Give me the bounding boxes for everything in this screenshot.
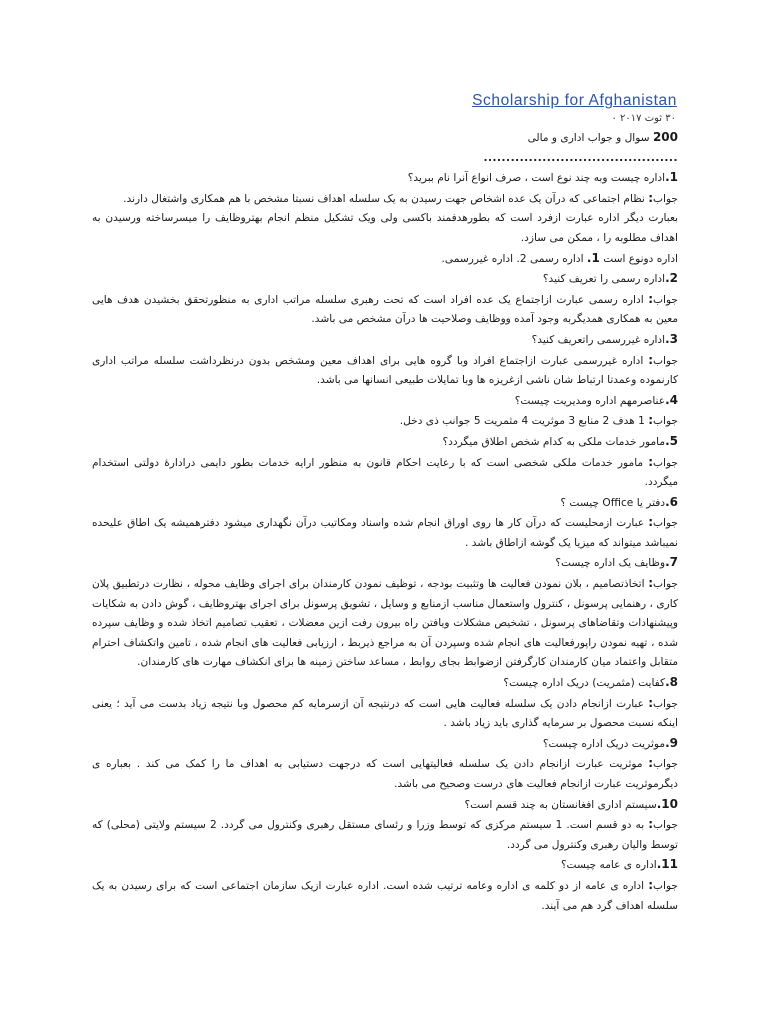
paragraph-text: نظام اجتماعی که درآن یک عده اشخاص جهت رسیدن به یک سلسله اهداف نسبتا مشخص با هم همکاری واشتغال دارند. (123, 192, 649, 205)
paragraph-marker: : (648, 695, 654, 710)
paragraph-marker: 6. (665, 494, 678, 509)
paragraph-marker: 1. (586, 250, 600, 265)
paragraph-marker: 1. (665, 170, 678, 185)
paragraph-marker: 11. (656, 857, 678, 872)
paragraph-text: عناصرمهم اداره ومدیریت چیست؟ (514, 394, 666, 407)
paragraph-text: بعبارت دیگر اداره عبارت ازفرد است که بطورهدفمند باکسی ولی ویک تشکیل منظم انجام بهتروظایف را میسرساخته ورسیدن به اهداف مطلوبه را ، ممکن می سازد. (92, 212, 678, 244)
paragraph (92, 351, 678, 391)
paragraph (92, 876, 678, 916)
paragraph (92, 149, 678, 169)
paragraph-text: اداره چیست وبه چند نوع است ، صرف انواع آنرا نام ببرید؟ (407, 172, 666, 185)
paragraph-lead: جواب (653, 192, 678, 205)
paragraph-marker: : (648, 352, 654, 367)
paragraph-lead: جواب (653, 697, 678, 710)
paragraph-text: موثریت دریک اداره چیست؟ (542, 737, 666, 750)
paragraph (92, 673, 678, 694)
paragraph-text: 1 هدف 2 منابع 3 موثریت 4 مثمریت 5 جوانب ذی دخل. (399, 415, 649, 428)
paragraph (92, 493, 678, 514)
paragraph-marker: 3. (665, 331, 678, 346)
document-body (92, 128, 678, 916)
paragraph (92, 513, 678, 553)
paragraph-marker: 7. (665, 555, 678, 570)
paragraph-lead: جواب (653, 879, 678, 892)
paragraph (92, 411, 678, 432)
paragraph (92, 189, 678, 210)
paragraph-text: اداره ی عامه از دو کلمه ی اداره وعامه ترتیب شده است. اداره عبارت ازیک سازمان اجتماعی است که برای رسیدن به یک سلسله اهداف گرد هم می آیند. (92, 879, 678, 912)
paragraph (92, 754, 678, 794)
paragraph-marker: : (648, 291, 654, 306)
paragraph-marker: 10. (656, 796, 678, 811)
paragraph-text: دفتر یا Office چیست ؟ (560, 496, 666, 509)
paragraph-text: مامور خدمات ملکی به کدام شخص اطلاق میگردد؟ (442, 435, 666, 448)
paragraph-marker: 9. (665, 735, 678, 750)
paragraph-text: اداره ی عامه چیست؟ (560, 859, 657, 872)
paragraph-lead: جواب (653, 293, 678, 306)
paragraph (92, 453, 678, 493)
paragraph (92, 815, 678, 855)
paragraph-text: موثریت عبارت ازانجام دادن یک سلسله فعالیتهایی است که درجهت دستیابی به اهداف ما را کمک می کند . بعباره ی دیگرموثریت عبارت ازانجام فعالیت های درست وصحیح می باشد. (92, 758, 678, 790)
paragraph-lead: جواب (653, 517, 678, 530)
paragraph-text: اداره غیررسمی عبارت ازاجتماع افراد وبا گروه هایی برای اهداف معین ومشخص بدون درنظرداشت سلسله مراتب اداری کارنموده وعمدتا ارتباط شان ناشی ازغریزه ها وبا تمایلات طبیعی انسانها می باشد. (92, 354, 678, 387)
paragraph (92, 855, 678, 876)
paragraph-marker: : (648, 756, 654, 771)
paragraph-lead: جواب (653, 758, 678, 771)
paragraph-marker: : (648, 576, 654, 591)
paragraph (92, 694, 678, 734)
paragraph-text: سیستم اداری افغانستان به چند قسم است؟ (464, 798, 657, 811)
paragraph-marker: : (648, 877, 654, 892)
document-date: ۳۰ ثوت ۲۰۱۷ ۰ (611, 113, 676, 124)
paragraph-text: اداره رسمی را تعریف کنید؟ (542, 273, 666, 286)
paragraph-marker: 5. (665, 433, 678, 448)
paragraph-marker: 4. (665, 392, 678, 407)
paragraph-marker: : (648, 190, 654, 205)
paragraph-text: سوال و جواب اداری و مالی (527, 132, 653, 144)
paragraph-lead: جواب (653, 578, 678, 591)
paragraph (92, 168, 678, 189)
paragraph-text: عبارت ازمحلیست که درآن کار ها روی اوراق انجام شده واسناد ومکاتیب درآن نگهداری میشود دفترهمیشه یک اطاق علیحده نمیباشد میتواند که میزیا یک گوشه ازاطاق باشد . (92, 517, 678, 549)
paragraph-lead: جواب (653, 354, 678, 367)
paragraph (92, 391, 678, 412)
paragraph-lead: اداره دونوع است (599, 252, 678, 265)
paragraph (92, 249, 678, 270)
paragraph-lead: جواب (653, 456, 678, 469)
paragraph-lead: جواب (653, 415, 678, 428)
paragraph (92, 574, 678, 673)
paragraph-text: مامور خدمات ملکی شخصی است که با رعایت احکام قانون به منظور ارایه خدمات بطور دایمی درادارۀ دولتی استخدام میگردد. (92, 456, 678, 489)
paragraph (92, 553, 678, 574)
paragraph-text: اداره غیررسمی راتعریف کنید؟ (531, 333, 666, 346)
paragraph (92, 432, 678, 453)
paragraph-marker: 8. (665, 675, 678, 690)
paragraph (92, 734, 678, 755)
paragraph-marker: : (648, 817, 654, 832)
paragraph-text: اتخاذتصامیم ، بلان نمودن فعالیت ها وتثبیت بودجه ، توظیف نمودن کارمندان برای اجرای وظایف محوله ، نظارت درتطبیق پلان کاری ، رهنمایی پرسونل ، کنترول واستعمال مناسب ازمنابع و وسایل ، تشویق پرسونل برای اجرای بهتروظایف ، گوش دادن به شکایات وپیشنهادات وتقاضاهای پرسونل ، تشخیص مشکلات ویافتن راه بیرون رفت ازین معضلات ، تعقیب تصامیم اتخاذ شده و وظایف سپرده شده ، تهیه نمودن راپورفعالیت های انجام شده وسپردن آن به مراجع ذیربط ، ارزیابی فعالیت های انجام شده ، تامین واتکشاف احترام متقابل واعتماد میان کارمندان کارگرفتن ازضوابط بجای روابط ، مساعد ساختن زمینه ها برای انکشاف مهارت های کارمندان. (92, 578, 678, 669)
paragraph-text: اداره رسمی عبارت ازاجتماع یک عده افراد است که تحت رهبری سلسله مراتب اداری به منظورتحقق بخشیدن هدف هایی معین به همکاری همدیگربه وجود آمده ووظایف وصلاحیت ها درآن مشخص می باشد. (92, 293, 678, 326)
document-title[interactable]: Scholarship for Afghanistan (472, 92, 677, 109)
paragraph-marker: 2. (665, 271, 678, 286)
paragraph (92, 290, 678, 330)
paragraph-text: عبارت ازانجام دادن یک سلسله فعالیت هایی است که درنتیجه آن ازسرمایه کم محصول وبا نتیجه زیاد بدست می آید ؛ یعنی اینکه نسبت محصول بر سرمایه گذاری باید زیاد باشد . (92, 697, 678, 730)
paragraph-text: وظایف یک اداره چیست؟ (555, 557, 666, 570)
paragraph (92, 795, 678, 816)
paragraph (92, 128, 678, 149)
paragraph-marker: : (648, 413, 654, 428)
paragraph-marker: 200 (652, 130, 678, 144)
paragraph (92, 269, 678, 290)
paragraph (92, 330, 678, 351)
paragraph-text: به دو قسم است. 1 سیستم مرکزی که توسط وزرا و رئسای مستقل رهبری وکنترول می گردد. 2 سیستم ولایتی (محلی) که توسط والیان رهبری وکنترول می گردد. (92, 819, 678, 851)
paragraph-text: ........................................... (483, 151, 678, 164)
paragraph-lead: جواب (653, 819, 678, 832)
paragraph-text: کفایت (مثمریت) دریک اداره چیست؟ (503, 677, 666, 690)
paragraph-marker: : (648, 515, 654, 530)
paragraph (92, 209, 678, 248)
paragraph-marker: : (648, 454, 654, 469)
paragraph-text: اداره رسمی 2. اداره غیررسمی. (441, 252, 587, 265)
